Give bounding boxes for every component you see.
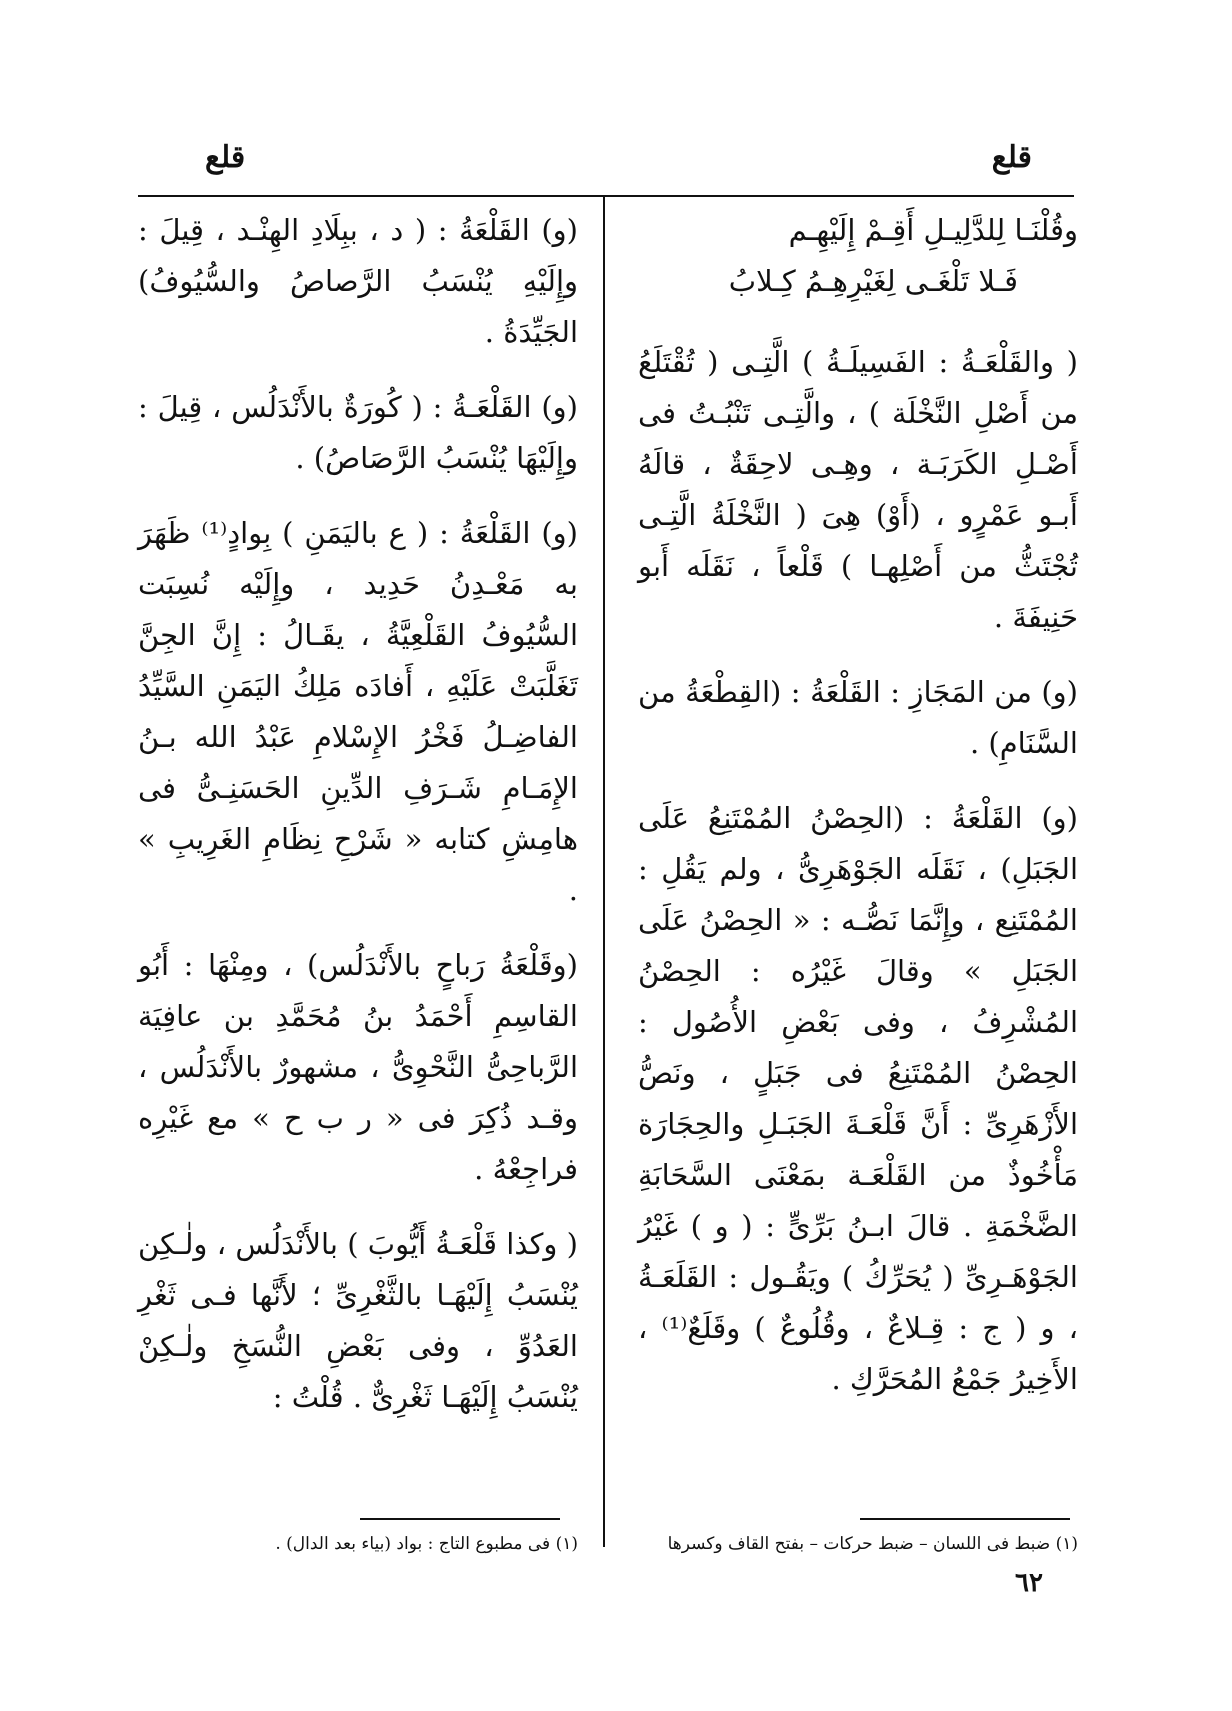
verse	[638, 205, 1078, 307]
page-number: ٦٢	[1015, 1568, 1043, 1598]
verse-line: وقُلْنَـا لِلدَّلِيـلِ أَقِـمْ إِلَيْهِـم	[788, 213, 1078, 247]
entry-paragraph: (و) القَلْعَةُ : (الحِصْنُ المُمْتَنِعُ عَلَى الجَبَلِ) ، نَقَلَه الجَوْهَرِىُّ ، ولم يَقُلِ : المُمْتَنِع ، وإِنَّمَا نَصُّـه : « الحِصْنُ عَلَى الجَبَلِ » وقالَ غَيْرُه : الحِصْنُ المُشْرِفُ ، وفى بَعْضِ الأُصُول : الحِصْنُ المُمْتَنِعُ فى جَبَلٍ ، ونَصُّ الأَزْهَرِىِّ : أَنَّ قَلْعَـةَ الجَبَـلِ والحِجَارَة مَأْخُوذٌ من القَلْعَـة بمَعْنَى السَّحَابَةِ الضَّخْمَةِ . قالَ ابـنُ بَرِّىٍّ : ( و ) غَيْرُ الجَوْهَـرِىِّ ( يُحَرِّكُ ) ويَقُـول : القَلَعَـةُ ، و ( ج : قِـلاعٌ ، وقُلُوعٌ ) وقَلَعٌ⁽¹⁾ ، الأَخِيرُ جَمْعُ المُحَرَّكِ .	[638, 801, 1079, 1396]
entry-paragraph: (و) القَلْعَـةُ : ( كُورَةٌ بالأَنْدَلُس ، قِيلَ : وإِلَيْهَا يُنْسَبُ الرَّصَاصُ) .	[138, 390, 578, 475]
right-column	[638, 205, 1078, 1429]
column-divider	[603, 197, 605, 1547]
running-head-left: قلع	[205, 140, 246, 175]
left-column	[138, 205, 578, 1447]
entry-paragraph: (و) من المَجَازِ : القَلْعَةُ : (القِطْعَةُ من السَّنَامِ) .	[638, 675, 1078, 760]
footnote-rule	[360, 1518, 560, 1520]
entry-paragraph: ( والقَلْعَـةُ : الفَسِيلَـةُ ) الَّتِـى ( تُقْتَلَعُ من أَصْلِ النَّخْلَة ) ، والَّتِـى تَنْبُـتُ فى أَصْـلِ الكَرَبَـة ، وهِـى لاحِقَةٌ ، قالَهُ أَبـو عَمْرٍو ، (أَوْ) هِىَ ( النَّخْلَةُ الَّتِـى تُجْتَثُّ من أَصْلِهـا ) قَلْعاً ، نَقَلَه أَبو حَنِيفَةَ .	[638, 345, 1078, 634]
running-head-right: قلع	[991, 140, 1032, 175]
footnote: (١) فى مطبوع التاج : بواد (بياء بعد الدال) .	[275, 1534, 578, 1554]
header-rule	[138, 195, 1074, 197]
footnote-rule	[860, 1518, 1070, 1520]
verse-line: فَـلا تَلْغَـى لِغَيْرِهِـمُ كِـلابُ	[728, 264, 1018, 298]
entry-paragraph: (و) القَلْعَةُ : ( ع باليَمَنِ ) بِوادٍ⁽¹⁾ ظَهَرَ به مَعْـدِنُ حَدِيد ، وإِلَيْه نُسِبَت السُّيُوفُ القَلْعِيَّةُ ، يقَـالُ : إِنَّ الجِنَّ تَغَلَّبَتْ عَلَيْهِ ، أَفادَه مَلِكُ اليَمَنِ السَّيِّدُ الفاضِـلُ فَخْرُ الإِسْلامِ عَبْدُ الله بـنُ الإِمَـامِ شَـرَفِ الدِّينِ الحَسَنِـىُّ فى هامِشِ كتابه « شَرْحِ نِظَامِ الغَرِيبِ » .	[138, 516, 578, 907]
entry-paragraph: (وقَلْعَةُ رَباحٍ بالأَنْدَلُس) ، ومِنْهَا : أَبُو القاسِمِ أَحْمَدُ بنُ مُحَمَّدِ بن عافِيَة الرَّباحِىُّ النَّحْوِىُّ ، مشهورٌ بالأَنْدَلُس ، وقـد ذُكِرَ فى « ر ب ح » مع غَيْرِه فراجِعْهُ .	[138, 948, 578, 1186]
entry-paragraph: (و) القَلْعَةُ : ( د ، ببِلَادِ الهِنْـد ، قِيلَ : وإِلَيْهِ يُنْسَبُ الرَّصاصُ والسُّيُوفُ) الجَيِّدَةُ .	[138, 213, 578, 349]
footnote: (١) ضبط فى اللسان – ضبط حركات – بفتح القاف وكسرها	[667, 1534, 1078, 1554]
entry-paragraph: ( وكذا قَلْعَـةُ أَيُّوبَ ) بالأَنْدَلُس ، ولٰـكِن يُنْسَبُ إِلَيْهَـا بالثَّغْرِىِّ ؛ لأَنَّها فـى ثَغْرِ العَدُوِّ ، وفى بَعْضِ النُّسَخِ ولٰـكِنْ يُنْسَبُ إِلَيْهَـا ثَغْرِىٌّ . قُلْتُ :	[138, 1227, 578, 1414]
